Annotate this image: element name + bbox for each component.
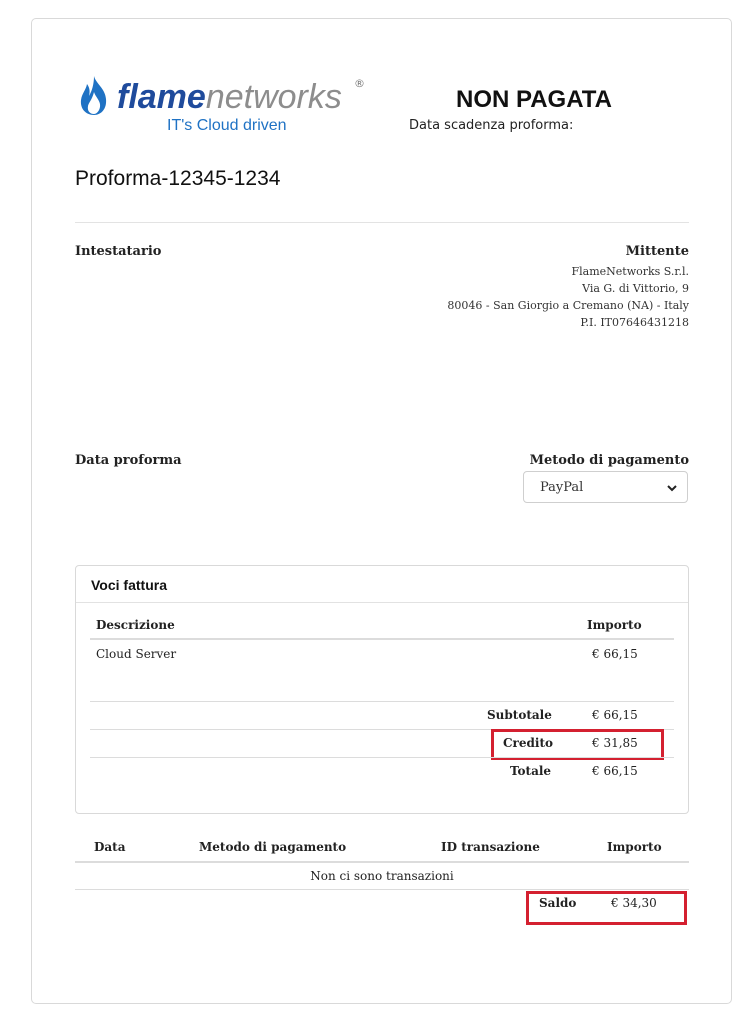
credit-highlight (491, 729, 664, 760)
due-date-label: Data scadenza proforma: (409, 118, 574, 133)
proforma-date-label: Data proforma (75, 453, 182, 468)
tx-header-rule (75, 861, 689, 863)
tx-empty-message: Non ci sono transazioni (310, 869, 454, 883)
credit-value: € 31,85 (592, 736, 638, 750)
brand-wordmark (117, 74, 342, 120)
sender-label: Mittente (625, 244, 689, 259)
tx-col-amount: Importo (607, 840, 662, 854)
panel-header (76, 566, 688, 603)
invoice-sheet (31, 18, 732, 1004)
total-label: Totale (510, 764, 552, 778)
tx-col-method: Metodo di pagamento (199, 840, 347, 854)
balance-label: Saldo (539, 896, 577, 910)
item-description: Cloud Server (96, 647, 177, 661)
row-divider (90, 757, 674, 758)
sender-line: Via G. di Vittorio, 9 (582, 282, 689, 295)
divider (75, 222, 689, 223)
sender-address (447, 263, 689, 331)
flame-logo-icon (75, 74, 113, 116)
document-title: Proforma-12345-1234 (75, 167, 281, 190)
balance-value: € 34,30 (611, 896, 657, 910)
sender-line: P.I. IT07646431218 (580, 316, 689, 329)
panel-title: Voci fattura (91, 577, 167, 593)
tx-col-id: ID transazione (441, 840, 540, 854)
registered-mark: ® (354, 77, 365, 90)
payment-method-value: PayPal (540, 480, 584, 495)
credit-label: Credito (503, 736, 554, 750)
payment-method-label: Metodo di pagamento (529, 453, 689, 468)
balance-highlight (526, 891, 687, 925)
brand-name-part2: networks (205, 78, 342, 116)
sender-line: 80046 - San Giorgio a Cremano (NA) - Italy (447, 299, 689, 312)
item-amount: € 66,15 (592, 647, 638, 661)
row-divider (75, 889, 689, 890)
payment-method-select[interactable] (523, 471, 688, 503)
brand-tagline: IT's Cloud driven (167, 117, 287, 134)
sender-line: FlameNetworks S.r.l. (571, 265, 689, 278)
table-header-rule (90, 638, 674, 640)
row-divider (90, 701, 674, 702)
col-amount: Importo (587, 618, 642, 632)
payment-status: NON PAGATA (456, 86, 612, 113)
total-value: € 66,15 (592, 764, 638, 778)
recipient-label: Intestatario (75, 244, 162, 259)
subtotal-value: € 66,15 (592, 708, 638, 722)
brand-name-part1: flame (117, 78, 206, 116)
chevron-down-icon (666, 482, 678, 494)
col-description: Descrizione (96, 618, 175, 632)
tx-col-date: Data (94, 840, 126, 854)
subtotal-label: Subtotale (487, 708, 552, 722)
